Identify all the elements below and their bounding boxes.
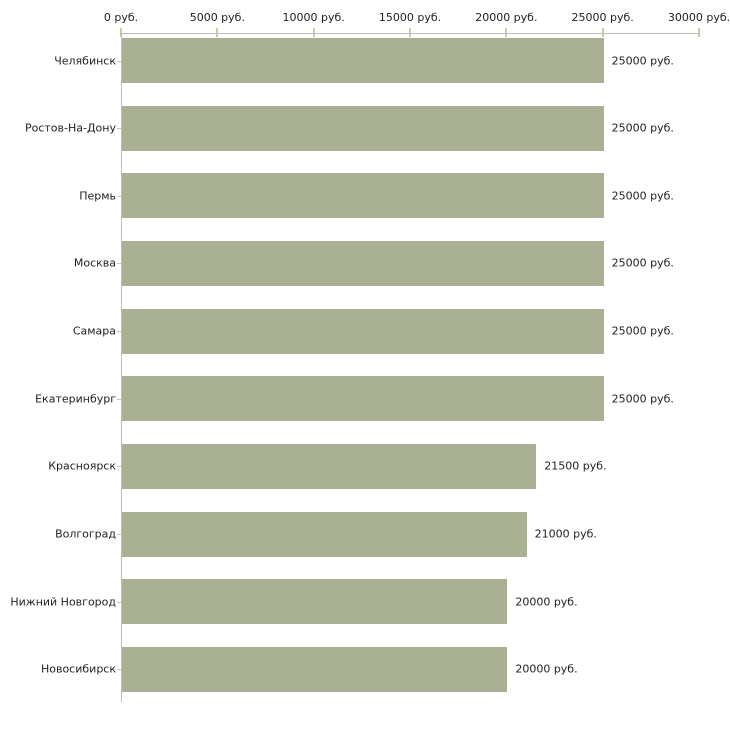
category-label: Новосибирск bbox=[40, 662, 116, 676]
category-label: Самара bbox=[72, 324, 116, 338]
category-tick-mark bbox=[117, 669, 121, 670]
bar bbox=[122, 579, 507, 624]
value-label: 21500 руб. bbox=[544, 459, 607, 473]
category-tick-mark bbox=[117, 196, 121, 197]
value-label: 20000 руб. bbox=[515, 595, 578, 609]
category-tick-mark bbox=[117, 263, 121, 264]
category-tick-mark bbox=[117, 61, 121, 62]
category-label: Москва bbox=[73, 256, 116, 270]
category-label: Нижний Новгород bbox=[10, 595, 116, 609]
x-axis-tick-label: 5000 руб. bbox=[189, 11, 245, 24]
bar bbox=[122, 106, 604, 151]
value-label: 25000 руб. bbox=[611, 54, 674, 67]
category-tick-mark bbox=[117, 602, 121, 603]
value-label: 21000 руб. bbox=[534, 527, 597, 541]
bar bbox=[122, 376, 604, 421]
x-axis-tick-label: 10000 руб. bbox=[282, 11, 345, 24]
x-axis-tick-label: 25000 руб. bbox=[571, 11, 634, 24]
bar bbox=[122, 309, 604, 354]
bar bbox=[122, 38, 604, 83]
bar bbox=[122, 512, 527, 557]
category-label: Красноярск bbox=[48, 459, 116, 473]
value-label: 25000 руб. bbox=[611, 324, 674, 338]
x-axis-line bbox=[121, 33, 700, 34]
bar bbox=[122, 173, 604, 218]
value-label: 25000 руб. bbox=[611, 121, 674, 135]
category-tick-mark bbox=[117, 466, 121, 467]
x-axis-tick-label: 0 руб. bbox=[103, 11, 139, 24]
category-tick-mark bbox=[117, 399, 121, 400]
category-tick-mark bbox=[117, 128, 121, 129]
value-label: 25000 руб. bbox=[611, 189, 674, 203]
value-label: 25000 руб. bbox=[611, 392, 674, 406]
category-tick-mark bbox=[117, 331, 121, 332]
x-axis-tick-label: 20000 руб. bbox=[475, 11, 538, 24]
category-label: Екатеринбург bbox=[35, 392, 116, 406]
category-label: Волгоград bbox=[55, 527, 116, 541]
category-label: Челябинск bbox=[54, 54, 116, 67]
bar bbox=[122, 241, 604, 286]
category-tick-mark bbox=[117, 534, 121, 535]
bar bbox=[122, 647, 507, 692]
x-axis-tick-label: 15000 руб. bbox=[378, 11, 442, 24]
value-label: 20000 руб. bbox=[515, 662, 578, 676]
x-axis-tick-label: 30000 руб. bbox=[667, 11, 730, 24]
category-label: Пермь bbox=[79, 189, 116, 203]
bar bbox=[122, 444, 536, 489]
category-label: Ростов-На-Дону bbox=[24, 121, 116, 135]
value-label: 25000 руб. bbox=[611, 256, 674, 270]
